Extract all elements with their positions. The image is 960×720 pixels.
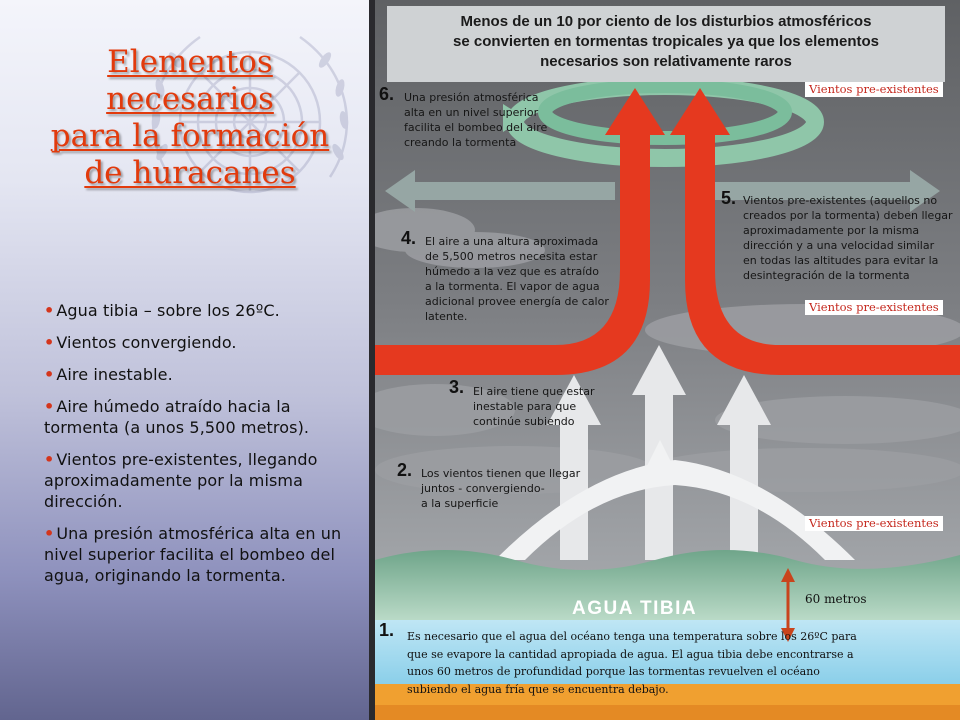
wind-tag: Vientos pre-existentes	[805, 516, 943, 531]
bullet-text: Una presión atmosférica alta en un nivel superior facilita el bombeo del agua, originando la tormenta.	[44, 524, 342, 585]
cold-water-deep	[375, 705, 960, 720]
bullet-dot-icon: •	[44, 450, 55, 469]
note-step-1	[407, 628, 857, 698]
bullet-list	[44, 300, 344, 597]
banner-line: necesarios son relativamente raros	[540, 53, 792, 70]
bullet-item	[44, 449, 344, 512]
note-line: creando la tormenta	[404, 136, 517, 149]
bullet-dot-icon: •	[44, 397, 55, 416]
title-line: necesarios	[106, 81, 274, 117]
title-line: de huracanes	[84, 155, 296, 191]
bullet-dot-icon: •	[44, 333, 55, 352]
note-line: húmedo a la vez que es atraído	[425, 265, 600, 278]
slide-title	[20, 44, 360, 192]
note-line: alta en un nivel superior	[404, 106, 539, 119]
note-line: creados por la tormenta) deben llegar	[743, 209, 953, 222]
note-line: Los vientos tienen que llegar	[421, 467, 581, 480]
bullet-dot-icon: •	[44, 365, 55, 384]
left-panel	[0, 0, 370, 720]
banner-line: Menos de un 10 por ciento de los disturbios atmosféricos	[460, 13, 872, 30]
bullet-text: Aire inestable.	[56, 365, 173, 384]
bullet-text: Vientos pre-existentes, llegando aproximadamente por la misma dirección.	[44, 450, 318, 511]
note-line: juntos - convergiendo-	[421, 482, 545, 495]
depth-label: 60 metros	[805, 592, 867, 606]
note-line: latente.	[425, 310, 468, 323]
note-line: subiendo el agua fría que se encuentra debajo.	[407, 682, 669, 696]
step-number: 5.	[721, 188, 737, 208]
note-step-3	[473, 384, 595, 429]
step-number: 6.	[379, 84, 395, 104]
bullet-item	[44, 300, 344, 321]
note-line: de 5,500 metros necesita estar	[425, 250, 598, 263]
note-line: en todas las altitudes para evitar la	[743, 254, 939, 267]
wind-tag: Vientos pre-existentes	[805, 82, 943, 97]
note-step-5	[743, 193, 953, 283]
note-line: adicional provee energía de calor	[425, 295, 609, 308]
note-step-2	[421, 466, 580, 511]
banner-line: se convierten en tormentas tropicales ya que los elementos	[453, 33, 879, 50]
note-line: unos 60 metros de profundidad porque las tormentas revuelven el océano	[407, 665, 820, 678]
note-line: que se evapore la cantidad apropiada de agua. El agua tibia debe encontrarse a	[407, 647, 854, 661]
note-line: Vientos pre-existentes (aquellos no	[743, 194, 938, 207]
step-number: 3.	[449, 377, 465, 397]
note-line: El aire tiene que estar	[473, 385, 595, 398]
warm-water-label: AGUA TIBIA	[572, 598, 698, 619]
bullet-text: Vientos convergiendo.	[56, 333, 237, 352]
note-line: facilita el bombeo del aire	[404, 121, 548, 134]
note-line: dirección y a una velocidad similar	[743, 239, 935, 252]
step-number: 1.	[379, 620, 395, 640]
bullet-item	[44, 523, 344, 586]
step-number: 4.	[401, 228, 417, 248]
bullet-dot-icon: •	[44, 524, 55, 543]
banner	[387, 6, 945, 82]
bullet-item	[44, 396, 344, 438]
note-line: aproximadamente por la misma	[743, 224, 920, 237]
bullet-text: Agua tibia – sobre los 26ºC.	[56, 301, 280, 320]
bullet-text: Aire húmedo atraído hacia la tormenta (a unos 5,500 metros).	[44, 397, 310, 437]
note-line: Es necesario que el agua del océano tenga una temperatura sobre los 26ºC para	[407, 630, 857, 643]
note-line: Una presión atmosférica	[404, 91, 539, 104]
bullet-dot-icon: •	[44, 301, 55, 320]
note-step-6	[404, 90, 547, 150]
hurricane-infographic	[375, 0, 960, 720]
note-line: a la superficie	[421, 497, 499, 510]
bullet-item	[44, 332, 344, 353]
title-line: para la formación	[50, 118, 330, 154]
bullet-item	[44, 364, 344, 385]
note-line: El aire a una altura aproximada	[425, 235, 599, 248]
wind-tag: Vientos pre-existentes	[805, 300, 943, 315]
note-line: inestable para que	[473, 400, 577, 413]
note-line: continúe subiendo	[473, 415, 575, 428]
step-number: 2.	[397, 460, 413, 480]
title-line: Elementos	[107, 44, 273, 80]
note-line: a la tormenta. El vapor de agua	[425, 280, 600, 293]
note-step-4	[425, 234, 609, 324]
note-line: desintegración de la tormenta	[743, 269, 910, 282]
